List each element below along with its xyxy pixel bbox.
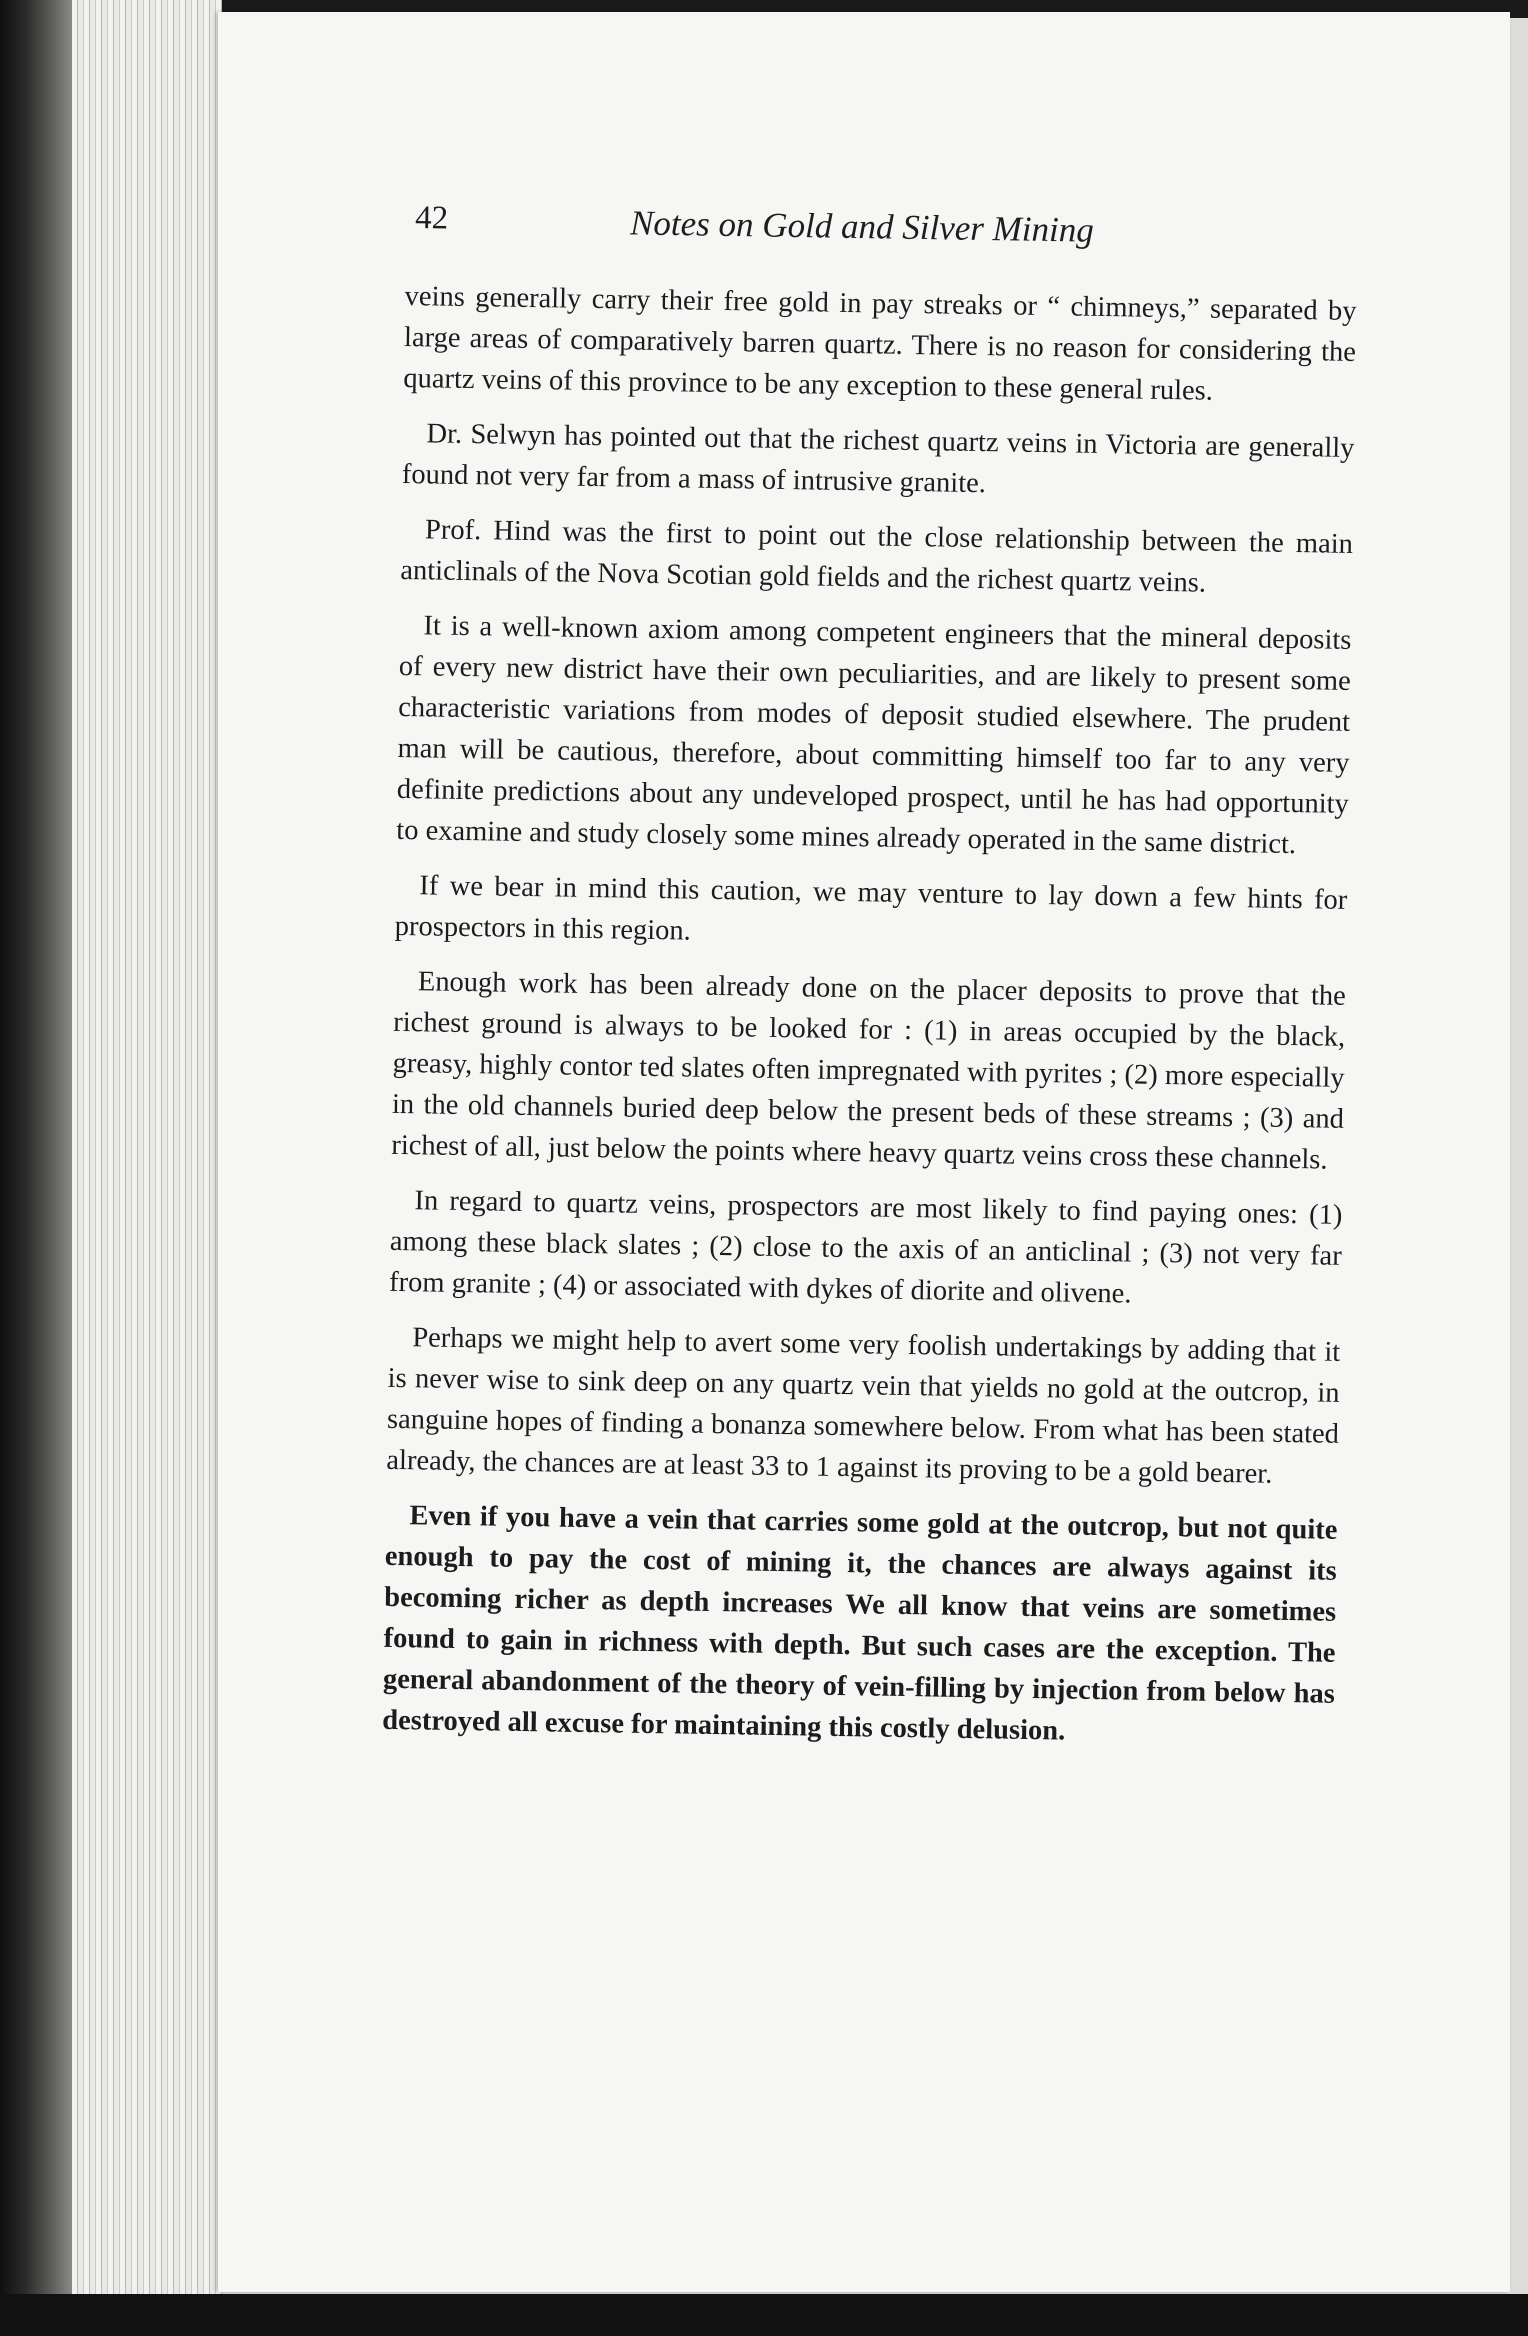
running-title: Notes on Gold and Silver Mining bbox=[629, 203, 1095, 250]
paragraph: It is a well-known axiom among competent engineers that the mineral deposits of every new district have their own peculiarities, and are likely to present some characteristic variations from modes of deposit studied elsewhere. The prudent man will be cautious, therefore, about committing himself too far to any very definite predictions about any undeveloped prospect, until he has had opportunity to examine and study closely some mines already operated in the same district. bbox=[396, 610, 1352, 861]
paragraph: veins generally carry their free gold in pay streaks or “ chimneys,” separated by large areas of comparatively barren quartz. There is no reason for considering the quartz veins of this province to be any exception to these general rules. bbox=[403, 280, 1357, 407]
paragraph: Prof. Hind was the first to point out the close relationship between the main anticlinals of the Nova Scotian gold fields and the richest quartz veins. bbox=[400, 514, 1354, 599]
page-body bbox=[382, 276, 1357, 1770]
paragraph: In regard to quartz veins, prospectors are most likely to find paying ones: (1) among these black slates ; (2) close to the axis of an anticlinal ; (3) not very far from granite ; (4) or associated with dykes of diorite and olivene. bbox=[388, 1185, 1343, 1310]
paragraph: Perhaps we might help to avert some very foolish undertakings by adding that it is never wise to sink deep on any quartz vein that yields no gold at the outcrop, in sanguine hopes of finding a bonanza somewhere below. From what has been stated already, the chances are at least 33 to 1 against its proving to be a gold bearer. bbox=[386, 1322, 1341, 1490]
paragraph: Even if you have a vein that carries some gold at the outcrop, but not quite enough to pay the cost of mining it, the chances are always against its becoming richer as depth increases We all know that veins are sometimes found to gain in richness with depth. But such cases are the exception. The general abandonment of the theory of vein-filling by injection from below has destroyed all excuse for maintaining this costly delusion. bbox=[382, 1500, 1338, 1747]
paragraph: Enough work has been already done on the placer deposits to prove that the richest ground is always to be looked for : (1) in areas occupied by the black, greasy, highly contor ted slates often impregnated with pyrites ; (2) more especially in the old channels buried deep below the present beds of these streams ; (3) and richest of all, just below the points where heavy quartz veins cross these channels. bbox=[391, 966, 1347, 1176]
paragraph: Dr. Selwyn has pointed out that the richest quartz veins in Victoria are generally found not very far from a mass of intrusive granite. bbox=[401, 418, 1355, 500]
paragraph: If we bear in mind this caution, we may venture to lay down a few hints for prospectors in this region. bbox=[394, 870, 1348, 947]
page-edges bbox=[72, 0, 222, 2336]
page-number: 42 bbox=[414, 200, 449, 237]
scan-bottom-border bbox=[0, 2294, 1528, 2336]
book-spine bbox=[0, 0, 72, 2336]
